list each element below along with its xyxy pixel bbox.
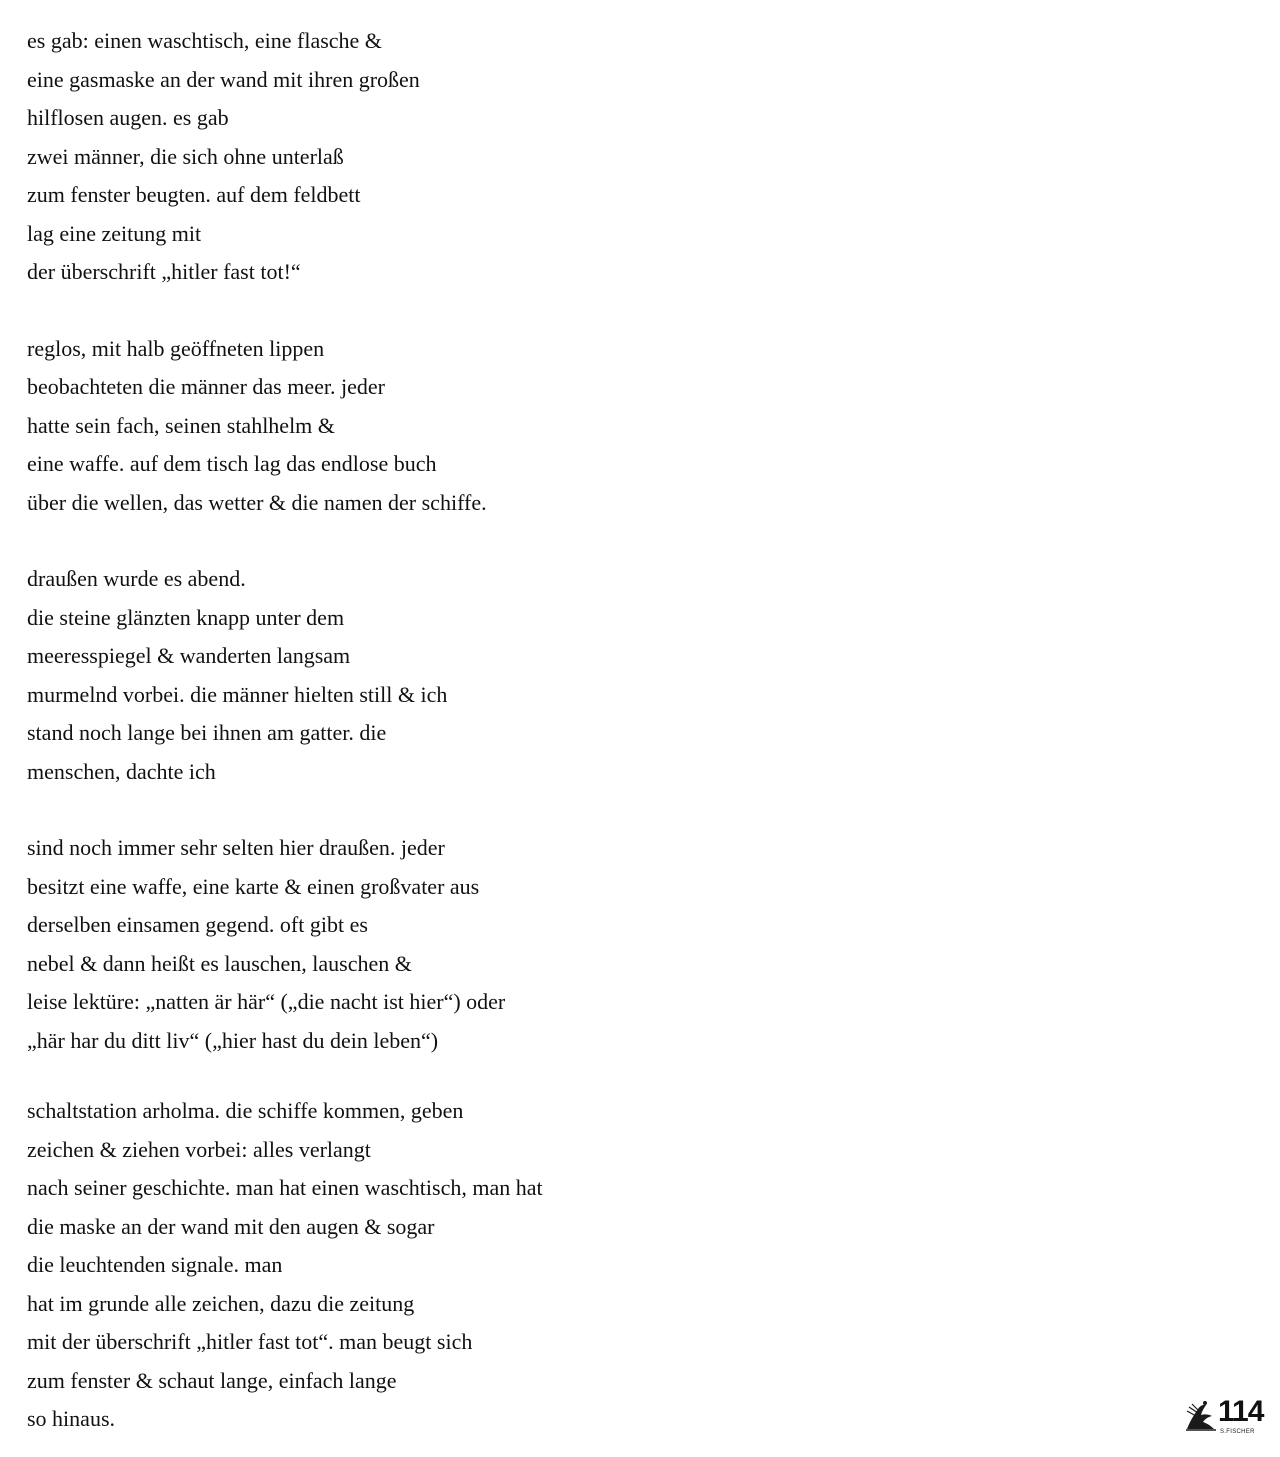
poem-line: zum fenster & schaut lange, einfach lange bbox=[27, 1367, 397, 1393]
stanza-5 bbox=[27, 1092, 727, 1439]
page-footer bbox=[1184, 1397, 1264, 1437]
poem-line: hat im grunde alle zeichen, dazu die zeitung bbox=[27, 1290, 415, 1316]
poem-line: zwei männer, die sich ohne unterlaß bbox=[27, 143, 344, 169]
poem-line: beobachteten die männer das meer. jeder bbox=[27, 374, 385, 399]
poem-line: es gab: einen waschtisch, eine flasche & bbox=[27, 28, 382, 53]
page-number: 114 bbox=[1218, 1395, 1264, 1428]
poem-line: eine gasmaske an der wand mit ihren großen bbox=[27, 66, 420, 92]
poem-line: die maske an der wand mit den augen & sogar bbox=[27, 1213, 435, 1239]
stanza-3 bbox=[27, 560, 727, 791]
stanza-gap bbox=[27, 522, 727, 560]
poem-line: mit der überschrift „hitler fast tot“. man beugt sich bbox=[27, 1329, 473, 1354]
publisher-label: S.FISCHER bbox=[1220, 1429, 1255, 1435]
poem-line: derselben einsamen gegend. oft gibt es bbox=[27, 912, 368, 937]
stanza-gap bbox=[27, 292, 727, 330]
poem-line: schaltstation arholma. die schiffe kommen, geben bbox=[27, 1098, 464, 1123]
poem-line: die leuchtenden signale. man bbox=[27, 1252, 283, 1277]
poem-line: nebel & dann heißt es lauschen, lauschen & bbox=[27, 950, 412, 976]
poem-line: die steine glänzten knapp unter dem bbox=[27, 604, 345, 630]
fisherman-logo-icon bbox=[1184, 1399, 1220, 1433]
poem-line: eine waffe. auf dem tisch lag das endlose buch bbox=[27, 451, 437, 476]
stanza-gap bbox=[27, 1060, 727, 1092]
poem-line: reglos, mit halb geöffneten lippen bbox=[27, 335, 325, 361]
poem-line: sind noch immer sehr selten hier draußen. jeder bbox=[27, 835, 445, 860]
poem-line: lag eine zeitung mit bbox=[27, 220, 202, 246]
poem-line: stand noch lange bei ihnen am gatter. die bbox=[27, 720, 387, 745]
stanza-gap bbox=[27, 791, 727, 829]
poem-line: so hinaus. bbox=[27, 1406, 115, 1431]
poem bbox=[27, 22, 727, 1439]
poem-line: hatte sein fach, seinen stahlhelm & bbox=[27, 412, 335, 438]
poem-line: draußen wurde es abend. bbox=[27, 566, 246, 591]
poem-line: besitzt eine waffe, eine karte & einen großvater aus bbox=[27, 873, 480, 899]
poem-line: nach seiner geschichte. man hat einen waschtisch, man hat bbox=[27, 1175, 543, 1200]
poem-line: der überschrift „hitler fast tot!“ bbox=[27, 259, 301, 284]
poem-line: leise lektüre: „natten är här“ („die nacht ist hier“) oder bbox=[27, 989, 506, 1014]
poem-line: über die wellen, das wetter & die namen der schiffe. bbox=[27, 489, 487, 515]
stanza-4 bbox=[27, 829, 727, 1060]
stanza-2 bbox=[27, 330, 727, 523]
poem-line: murmelnd vorbei. die männer hielten still & ich bbox=[27, 681, 448, 707]
stanza-1 bbox=[27, 22, 727, 292]
poem-line: zeichen & ziehen vorbei: alles verlangt bbox=[27, 1136, 371, 1162]
poem-line: meeresspiegel & wanderten langsam bbox=[27, 643, 351, 668]
poem-line: „här har du ditt liv“ („hier hast du dein leben“) bbox=[27, 1027, 439, 1053]
poem-line: zum fenster beugten. auf dem feldbett bbox=[27, 182, 361, 207]
poem-line: menschen, dachte ich bbox=[27, 758, 216, 784]
poem-line: hilflosen augen. es gab bbox=[27, 105, 229, 130]
